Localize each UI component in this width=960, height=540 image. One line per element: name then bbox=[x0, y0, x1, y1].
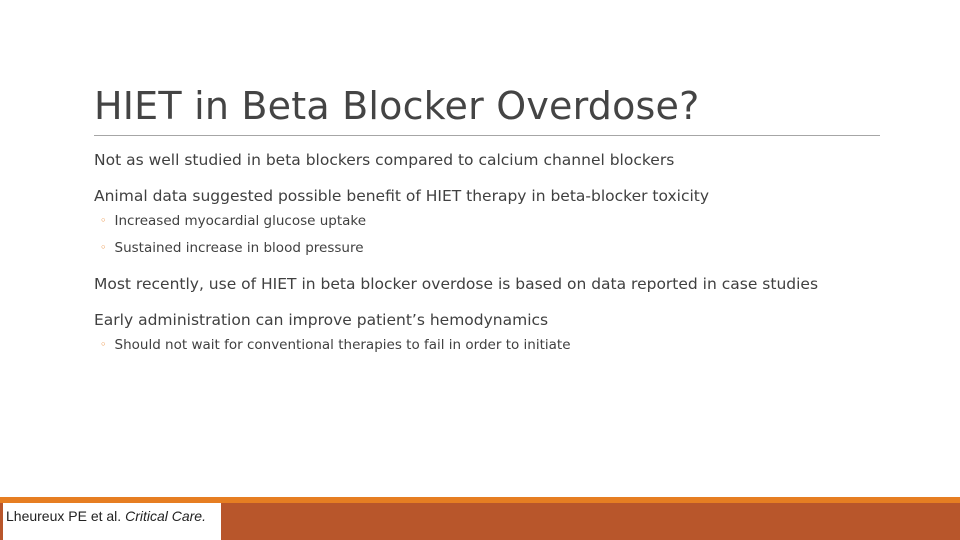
bullet-item: Animal data suggested possible benefit of HIET therapy in beta-blocker toxicity bbox=[94, 187, 710, 205]
bullet-item: Not as well studied in beta blockers compared to calcium channel blockers bbox=[94, 151, 675, 169]
citation-journal: Critical Care. bbox=[125, 508, 206, 524]
citation bbox=[3, 503, 221, 540]
bullet-item: Early administration can improve patient’s hemodynamics bbox=[94, 311, 549, 329]
sub-bullet-item bbox=[94, 335, 884, 356]
slide-title: HIET in Beta Blocker Overdose? bbox=[94, 84, 700, 128]
sub-bullet-marker-icon: ◦ bbox=[100, 338, 107, 351]
citation-authors: Lheureux PE et al. bbox=[6, 508, 122, 524]
sub-bullet-marker-icon: ◦ bbox=[100, 214, 107, 227]
title-divider bbox=[94, 135, 880, 136]
sub-bullet-text: Sustained increase in blood pressure bbox=[114, 240, 364, 256]
bullet-item: Most recently, use of HIET in beta blocker overdose is based on data reported in case studies bbox=[94, 275, 819, 293]
sub-bullet-item bbox=[94, 238, 884, 259]
sub-bullet-marker-icon: ◦ bbox=[100, 241, 107, 254]
sub-bullet-item bbox=[94, 211, 884, 232]
sub-bullet-text: Should not wait for conventional therapies to fail in order to initiate bbox=[114, 337, 571, 353]
sub-bullet-text: Increased myocardial glucose uptake bbox=[114, 213, 367, 229]
bullet-list bbox=[94, 147, 884, 356]
